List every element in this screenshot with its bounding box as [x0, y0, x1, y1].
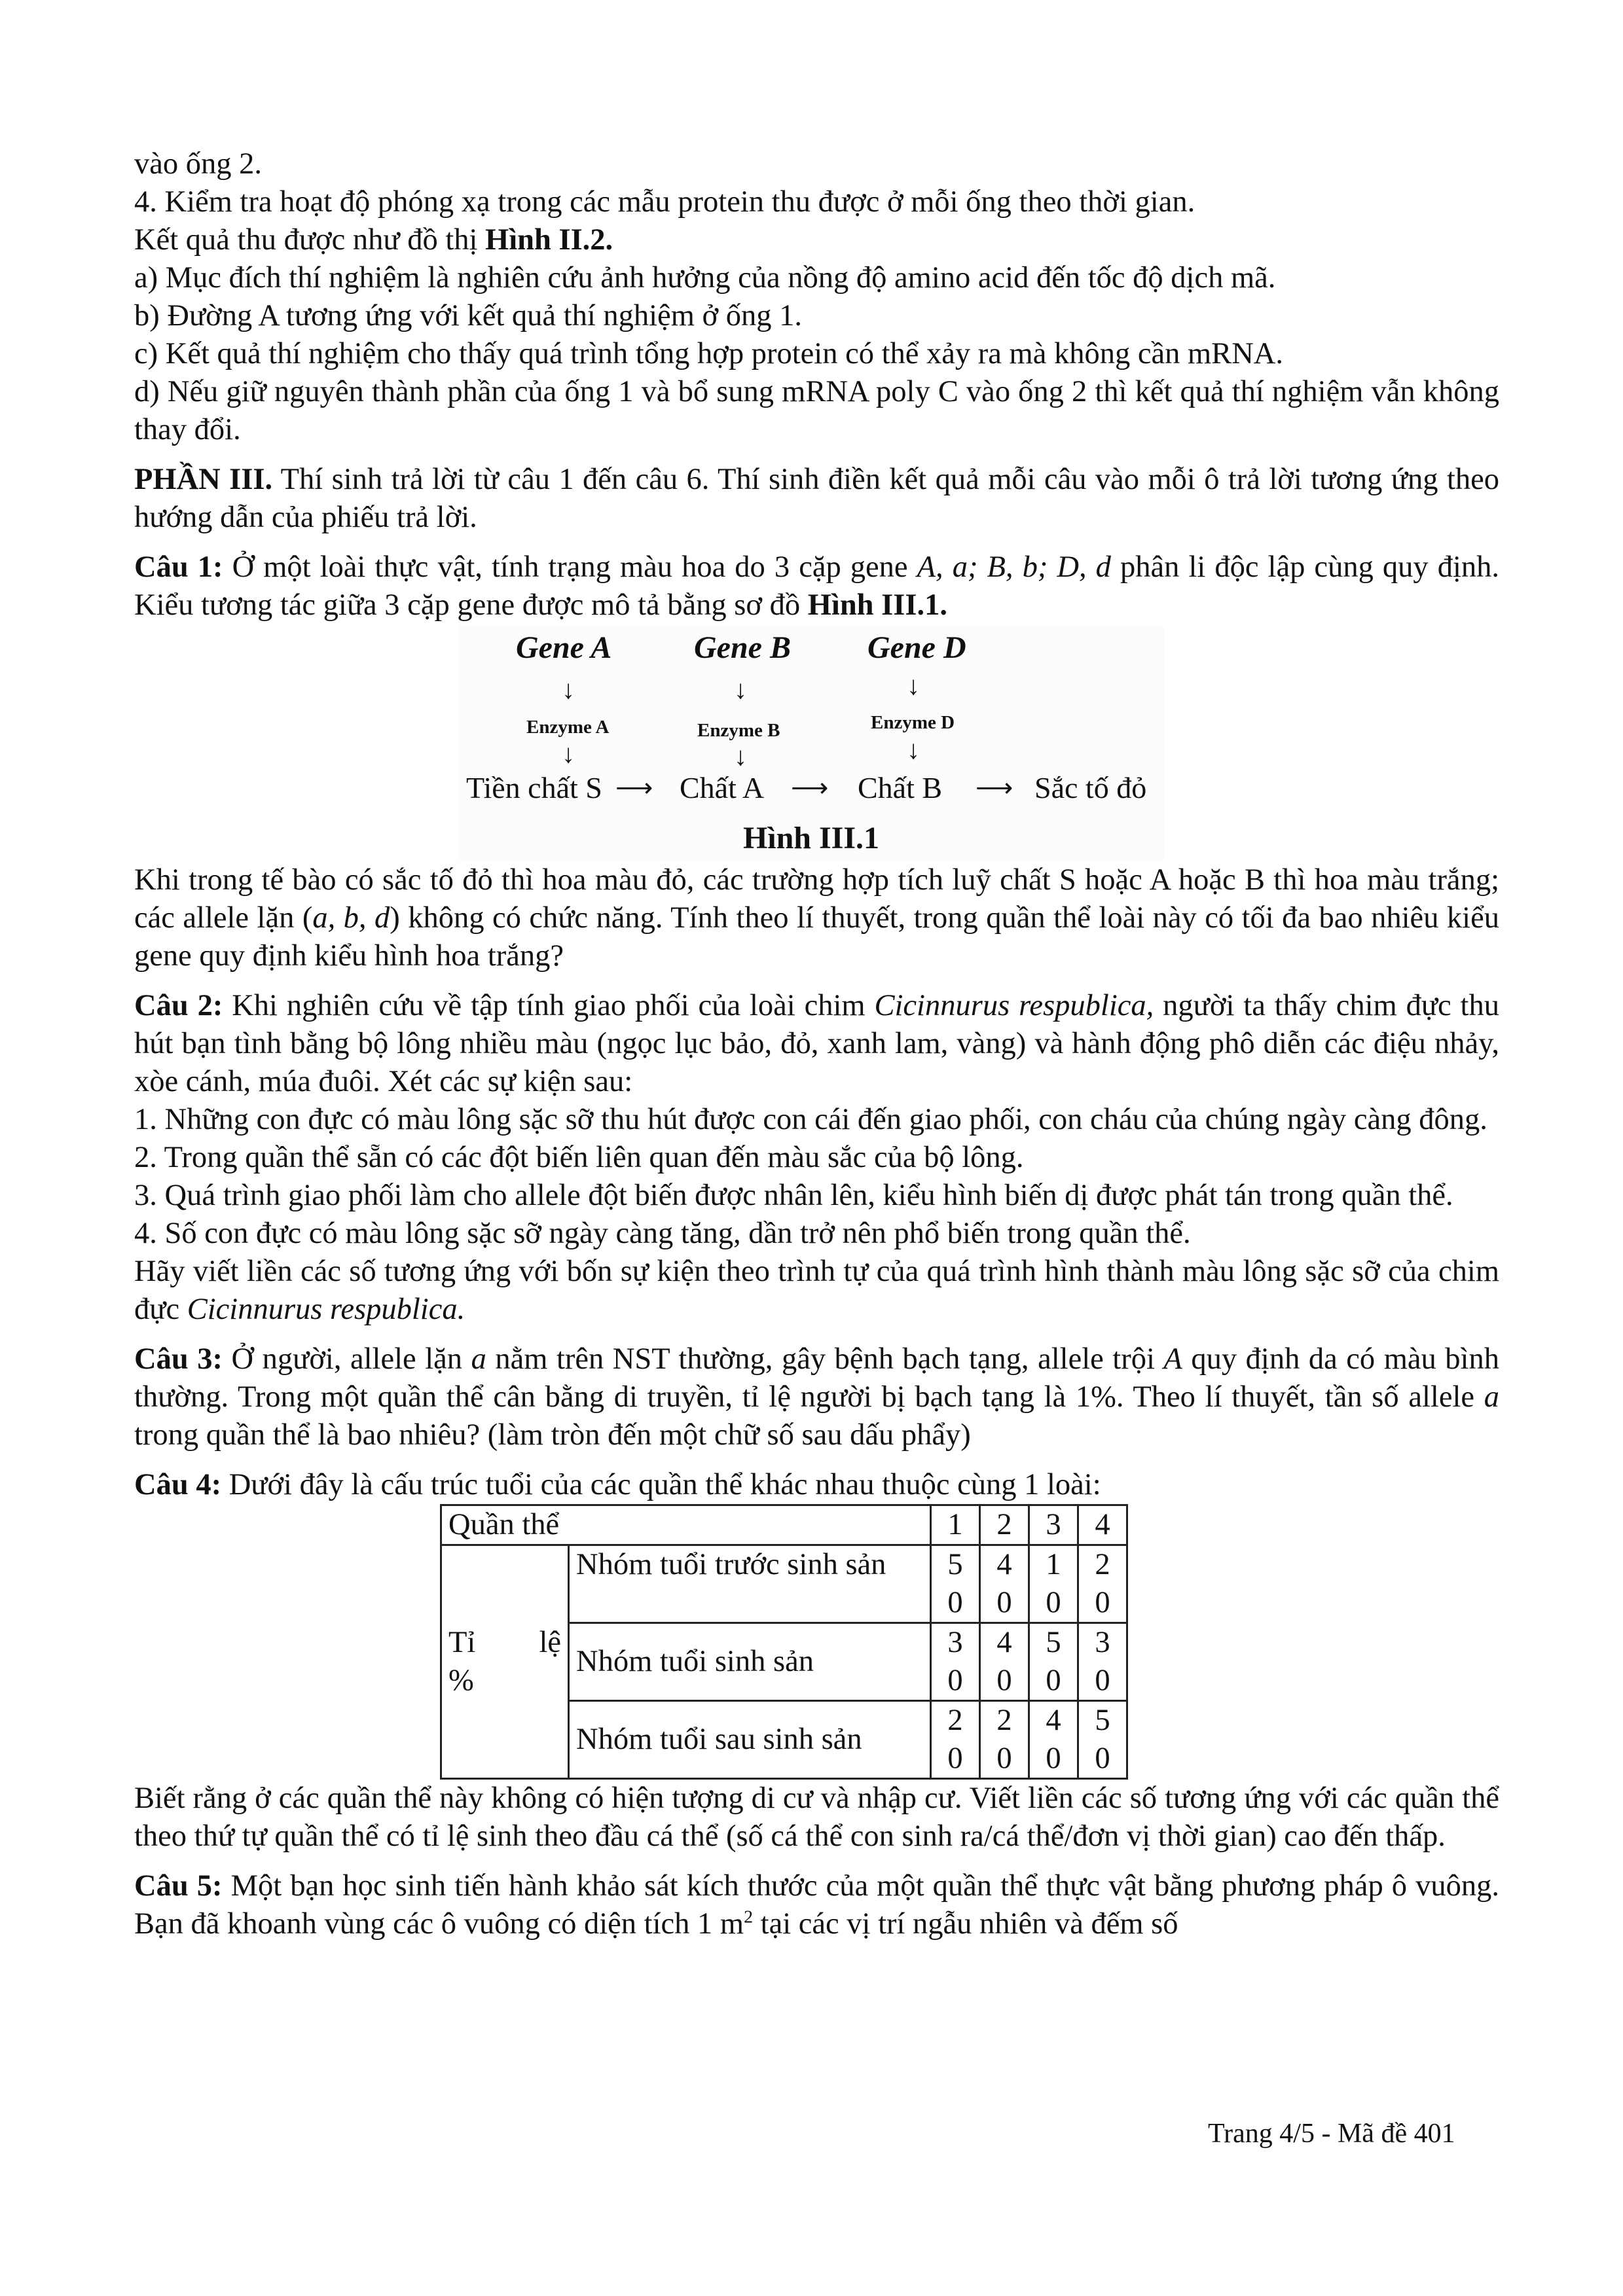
question-3-label: Câu 3:	[134, 1342, 223, 1376]
header-pop-4: 4	[1078, 1505, 1127, 1545]
substance-b: Chất B	[858, 771, 943, 804]
question-4-body: Biết rằng ở các quần thể này không có hiện tượng di cư và nhập cư. Viết liền các số tương ứng với các quần thể theo thứ tự quần thể có tỉ lệ sinh theo đầu cá thể (số cá thể con sinh ra/cá thể/đơn vị thời gian) cao đến thấp.	[134, 1782, 1499, 1853]
pathway-diagram	[458, 624, 1164, 861]
intro-result: Kết quả thu được như đồ thị Hình II.2.	[134, 223, 613, 257]
arrow-down-icon: ↓	[734, 742, 747, 771]
question-1-body: Khi trong tế bào có sắc tố đỏ thì hoa màu đỏ, các trường hợp tích luỹ chất S hoặc A hoặc B thì hoa màu trắng; các allele lặn (a, b, d) không có chức năng. Tính theo lí thuyết, trong quần thể loài này có tối đa bao nhiêu kiểu gene quy định kiểu hình hoa trắng?	[134, 863, 1499, 973]
statement-b: b) Đường A tương ứng với kết quả thí nghiệm ở ống 1.	[134, 299, 802, 332]
cell-value: 3 0	[931, 1623, 980, 1701]
event-4: 4. Số con đực có màu lông sặc sỡ ngày càng tăng, dần trở nên phổ biến trong quần thể.	[134, 1217, 1191, 1250]
exam-page	[134, 145, 1499, 1943]
statement-c: c) Kết quả thí nghiệm cho thấy quá trình tổng hợp protein có thể xảy ra mà không cần mRNA.	[134, 337, 1283, 370]
cell-value: 5 0	[1078, 1701, 1127, 1779]
question-2-prompt: Hãy viết liền các số tương ứng với bốn sự kiện theo trình tự của quá trình hình thành màu lông sặc sỡ của chim đực Cicinnurus respublica.	[134, 1255, 1499, 1326]
group-reproductive: Nhóm tuổi sinh sản	[569, 1623, 931, 1701]
question-1: Câu 1: Ở một loài thực vật, tính trạng màu hoa do 3 cặp gene A, a; B, b; D, d phân li độc lập cùng quy định. Kiểu tương tác giữa 3 cặp gene được mô tả bằng sơ đồ Hình III.1.	[134, 550, 1499, 622]
part3-instructions: PHẦN III. Thí sinh trả lời từ câu 1 đến câu 6. Thí sinh điền kết quả mỗi câu vào mỗi ô trả lời tương ứng theo hướng dẫn của phiếu trả lời.	[134, 463, 1500, 534]
substance-a: Chất A	[680, 771, 765, 804]
arrow-down-icon: ↓	[907, 671, 920, 700]
page-footer: Trang 4/5 - Mã đề 401	[1208, 2119, 1455, 2149]
statement-a: a) Mục đích thí nghiệm là nghiên cứu ảnh hưởng của nồng độ amino acid đến tốc độ dịch mã.	[134, 261, 1276, 295]
cell-value: 1 0	[1029, 1545, 1078, 1623]
gene-d-label: Gene D	[867, 630, 966, 665]
question-4: Câu 4: Dưới đây là cấu trúc tuổi của các quần thể khác nhau thuộc cùng 1 loài:	[134, 1468, 1101, 1501]
header-pop-3: 3	[1029, 1505, 1078, 1545]
table-header-row	[441, 1505, 1127, 1545]
group-post-reproductive: Nhóm tuổi sau sinh sản	[569, 1701, 931, 1779]
event-1: 1. Những con đực có màu lông sặc sỡ thu hút được con cái đến giao phối, con cháu của chúng ngày càng đông.	[134, 1103, 1487, 1136]
arrow-down-icon: ↓	[562, 739, 575, 768]
cell-value: 4 0	[980, 1545, 1029, 1623]
enzyme-d-label: Enzyme D	[871, 712, 955, 733]
cell-value: 5 0	[1029, 1623, 1078, 1701]
cell-value: 5 0	[931, 1545, 980, 1623]
question-5: Câu 5: Một bạn học sinh tiến hành khảo sát kích thước của một quần thể thực vật bằng phương pháp ô vuông. Bạn đã khoanh vùng các ô vuông có diện tích 1 $m^2$ tại các vị trí ngẫu nhiên và đếm số	[134, 1869, 1499, 1941]
figure-caption: Hình III.1	[742, 821, 880, 855]
question-1-label: Câu 1:	[134, 550, 223, 584]
question-4-label: Câu 4:	[134, 1468, 222, 1501]
arrow-down-icon: ↓	[734, 675, 747, 704]
question-2-label: Câu 2:	[134, 989, 223, 1022]
arrow-right-icon: ⟶	[976, 773, 1013, 802]
intro-continuation: vào ống 2.	[134, 147, 263, 181]
cell-value: 4 0	[980, 1623, 1029, 1701]
figure-ref-ii2: Hình II.2.	[485, 223, 613, 257]
statement-d: d) Nếu giữ nguyên thành phần của ống 1 và bổ sung mRNA poly C vào ống 2 thì kết quả thí nghiệm vẫn không thay đổi.	[134, 375, 1499, 446]
red-pigment: Sắc tố đỏ	[1034, 771, 1147, 804]
gene-b-label: Gene B	[694, 630, 791, 665]
enzyme-a-label: Enzyme A	[526, 717, 610, 738]
question-3: Câu 3: Ở người, allele lặn a nằm trên NST thường, gây bệnh bạch tạng, allele trội A quy định da có màu bình thường. Trong một quần thể cân bằng di truyền, tỉ lệ người bị bạch tạng là 1%. Theo lí thuyết, tần số allele a trong quần thể là bao nhiêu? (làm tròn đến một chữ số sau dấu phẩy)	[134, 1342, 1499, 1452]
table-row	[441, 1545, 1127, 1623]
intro-step-4: 4. Kiểm tra hoạt độ phóng xạ trong các mẫu protein thu được ở mỗi ống theo thời gian.	[134, 185, 1195, 219]
event-2: 2. Trong quần thể sẵn có các đột biến liên quan đến màu sắc của bộ lông.	[134, 1141, 1024, 1174]
event-3: 3. Quá trình giao phối làm cho allele đột biến được nhân lên, kiểu hình biến dị được phát tán trong quần thể.	[134, 1179, 1453, 1212]
cell-value: 2 0	[931, 1701, 980, 1779]
cell-value: 2 0	[980, 1701, 1029, 1779]
cell-value: 4 0	[1029, 1701, 1078, 1779]
enzyme-b-label: Enzyme B	[697, 720, 780, 741]
group-pre-reproductive: Nhóm tuổi trước sinh sản	[569, 1545, 931, 1623]
gene-a-label: Gene A	[516, 630, 612, 665]
cell-value: 2 0	[1078, 1545, 1127, 1623]
question-2: Câu 2: Khi nghiên cứu về tập tính giao phối của loài chim Cicinnurus respublica, người ta thấy chim đực thu hút bạn tình bằng bộ lông nhiều màu (ngọc lục bảo, đỏ, xanh lam, vàng) và hành động phô diễn các điệu nhảy, xòe cánh, múa đuôi. Xét các sự kiện sau:	[134, 989, 1499, 1098]
arrow-right-icon: ⟶	[615, 773, 653, 802]
header-population: Quần thể	[441, 1505, 931, 1545]
ratio-percent-label: Tỉ lệ %	[441, 1545, 569, 1779]
arrow-down-icon: ↓	[562, 675, 575, 704]
header-pop-2: 2	[980, 1505, 1029, 1545]
cell-value: 3 0	[1078, 1623, 1127, 1701]
arrow-right-icon: ⟶	[791, 773, 829, 802]
age-structure-table	[440, 1504, 1128, 1780]
arrow-down-icon: ↓	[907, 735, 920, 764]
question-5-label: Câu 5:	[134, 1869, 223, 1903]
precursor-s: Tiền chất S	[466, 771, 602, 804]
part3-title: PHẦN III.	[134, 463, 273, 496]
header-pop-1: 1	[931, 1505, 980, 1545]
